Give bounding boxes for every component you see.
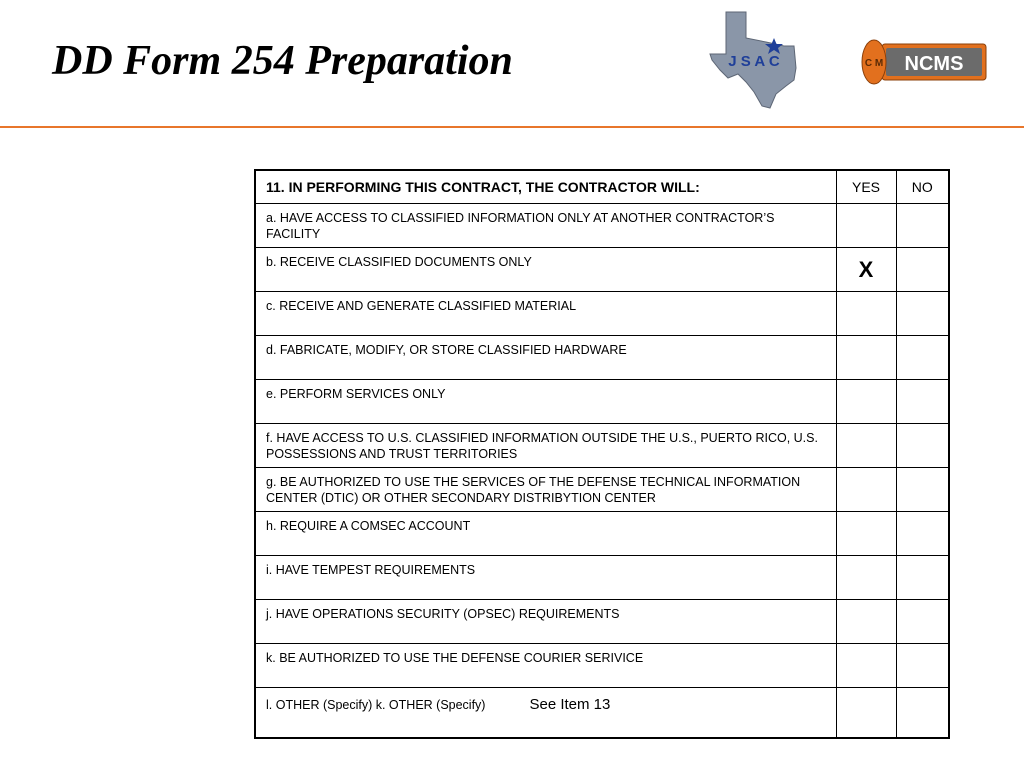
yes-checkbox[interactable] [836,424,896,468]
title-divider [0,126,1024,128]
yes-checkbox[interactable] [836,336,896,380]
table-row [255,248,949,292]
no-checkbox[interactable] [896,248,949,292]
ncms-text: NCMS [904,53,964,75]
row-label: d. FABRICATE, MODIFY, OR STORE CLASSIFIED HARDWARE [255,336,836,380]
no-checkbox[interactable] [896,600,949,644]
see-item-note: See Item 13 [529,696,611,713]
row-label: i. HAVE TEMPEST REQUIREMENTS [255,556,836,600]
row-label: f. HAVE ACCESS TO U.S. CLASSIFIED INFORMATION OUTSIDE THE U.S., PUERTO RICO, U.S. POSSESSIONS AND TRUST TERRITORIES [255,424,836,468]
no-checkbox[interactable] [896,644,949,688]
no-checkbox[interactable] [896,380,949,424]
table-row [255,424,949,468]
slide-title: DD Form 254 Preparation [52,38,513,84]
yes-checkbox[interactable] [836,556,896,600]
other-row-label: l. OTHER (Specify) k. OTHER (Specify) [266,698,486,712]
no-checkbox[interactable] [896,204,949,248]
ncms-badge-letters: C M [864,58,884,69]
no-checkbox[interactable] [896,468,949,512]
row-label: b. RECEIVE CLASSIFIED DOCUMENTS ONLY [255,248,836,292]
no-checkbox[interactable] [896,424,949,468]
row-label: c. RECEIVE AND GENERATE CLASSIFIED MATERIAL [255,292,836,336]
table-row [255,380,949,424]
yes-checkbox[interactable]: X [836,248,896,292]
contractor-requirements-table [254,169,950,739]
row-label: e. PERFORM SERVICES ONLY [255,380,836,424]
row-label: a. HAVE ACCESS TO CLASSIFIED INFORMATION ONLY AT ANOTHER CONTRACTOR’S FACILITY [255,204,836,248]
table-header-row [255,170,949,204]
jsac-text: J S A C [728,53,780,70]
row-label: j. HAVE OPERATIONS SECURITY (OPSEC) REQUIREMENTS [255,600,836,644]
other-row-cell [255,688,836,738]
table-row [255,204,949,248]
yes-column-header: YES [836,170,896,204]
yes-checkbox[interactable] [836,468,896,512]
no-checkbox[interactable] [896,336,949,380]
no-checkbox[interactable] [896,512,949,556]
table-row [255,292,949,336]
jsac-logo [706,8,802,112]
row-label: h. REQUIRE A COMSEC ACCOUNT [255,512,836,556]
yes-checkbox[interactable] [836,688,896,738]
no-checkbox[interactable] [896,292,949,336]
no-column-header: NO [896,170,949,204]
row-label: k. BE AUTHORIZED TO USE THE DEFENSE COURIER SERIVICE [255,644,836,688]
table-row [255,644,949,688]
table-row [255,600,949,644]
section-header: 11. IN PERFORMING THIS CONTRACT, THE CONTRACTOR WILL: [255,170,836,204]
table-row [255,468,949,512]
yes-checkbox[interactable] [836,644,896,688]
yes-checkbox[interactable] [836,204,896,248]
yes-checkbox[interactable] [836,512,896,556]
table-row-other [255,688,949,738]
yes-checkbox[interactable] [836,380,896,424]
ncms-logo [860,38,990,88]
yes-checkbox[interactable] [836,292,896,336]
row-label: g. BE AUTHORIZED TO USE THE SERVICES OF THE DEFENSE TECHNICAL INFORMATION CENTER (DTIC) OR OTHER SECONDARY DISTRIBYTION CENTER [255,468,836,512]
table-row [255,556,949,600]
no-checkbox[interactable] [896,688,949,738]
table-row [255,336,949,380]
no-checkbox[interactable] [896,556,949,600]
yes-checkbox[interactable] [836,600,896,644]
table-row [255,512,949,556]
